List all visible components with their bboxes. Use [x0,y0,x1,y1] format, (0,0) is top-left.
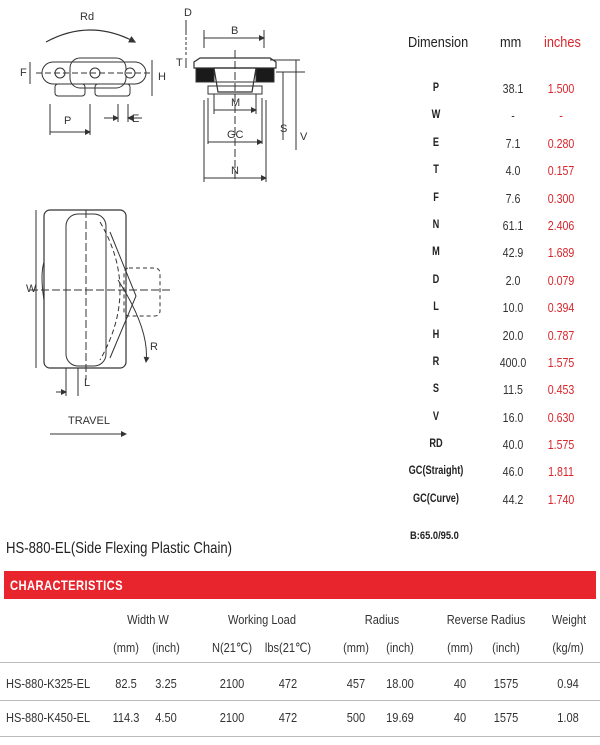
dimension-inch-value: 0.630 [547,410,575,425]
label-w: W [26,283,37,295]
characteristics-bar [4,571,596,599]
dimension-symbol: N [432,218,440,231]
weight-cell: 1.08 [557,710,579,725]
dimension-symbol: L [433,301,439,314]
dimension-symbol: R [432,355,440,368]
dimension-row [396,356,596,383]
label-f: F [20,67,27,79]
product-title: HS-880-EL(Side Flexing Plastic Chain) [6,540,233,557]
dimension-header: Dimension [408,34,469,51]
dimension-inch-value: 0.453 [547,383,575,398]
rev-inch-cell: 1575 [493,710,519,725]
chain-top-view [30,210,170,434]
unit-width-mm: (mm) [113,640,139,655]
width-inch-cell: 4.50 [155,710,177,725]
dimension-row [396,109,596,136]
width-inch-cell: 3.25 [155,676,177,691]
label-r: R [150,341,158,353]
label-h: H [158,71,166,83]
col-working-load-header: Working Load [228,612,296,627]
label-t: T [176,57,183,69]
table-divider [0,736,600,737]
load-lbs-cell: 472 [278,676,298,691]
dimension-inch-value: 0.280 [547,136,575,151]
width-mm-cell: 114.3 [112,710,140,725]
rev-mm-cell: 40 [453,710,467,725]
model-cell: HS-880-K450-EL [6,710,91,725]
dimension-inch-value: 0.394 [547,301,575,316]
technical-drawings [0,0,380,460]
dimension-row [396,164,596,191]
dimension-symbol: GC(Curve) [412,492,459,505]
table-divider [0,662,600,663]
b-note: B:65.0/95.0 [410,530,459,542]
dimension-inch-value: 1.811 [548,465,574,480]
dimension-row [396,274,596,301]
dimension-mm-value: 2.0 [505,273,521,288]
col-radius-header: Radius [364,612,400,627]
dimension-inch-value: 0.300 [547,191,575,206]
col-width-header: Width W [127,612,169,627]
label-p: P [64,115,72,127]
radius-inch-cell: 18.00 [386,676,414,691]
col-weight-header: Weight [551,612,587,627]
col-reverse-radius-header: Reverse Radius [446,612,526,627]
dimension-inch-value: 1.575 [547,438,575,453]
label-m: M [231,97,241,109]
dimension-symbol: T [433,164,439,177]
dimension-symbol: V [432,410,440,423]
dimension-inch-value: 2.406 [547,218,575,233]
load-n-cell: 2100 [219,710,245,725]
mm-header: mm [500,34,522,51]
load-lbs-cell: 472 [278,710,298,725]
label-n: N [231,165,239,177]
unit-load-lbs: lbs(21℃) [264,640,312,655]
dimension-inch-value: 1.575 [547,355,575,370]
dimension-row [396,246,596,273]
label-l: L [84,377,91,389]
dimension-row [396,493,596,520]
dimension-symbol: D [432,273,440,286]
inches-header: inches [544,34,581,51]
dimension-mm-value: 11.5 [503,383,523,398]
rd-arc [46,30,135,42]
dimension-symbol: P [432,82,440,94]
radius-inch-cell: 19.69 [386,710,414,725]
unit-radius-mm: (mm) [343,640,369,655]
table-divider [0,700,600,701]
dimension-mm-value: 7.6 [505,191,521,206]
label-b: B [231,25,239,37]
dimension-row [396,192,596,219]
dimension-row [396,301,596,328]
chain-front-view [186,20,305,182]
label-e: E [132,113,140,125]
dimension-row [396,383,596,410]
unit-load-n: N(21℃) [211,640,253,655]
dimension-inch-value: 0.079 [547,273,575,288]
dimension-symbol: F [433,191,439,204]
dimension-mm-value: 42.9 [502,246,524,261]
dimension-row [396,329,596,356]
dimension-inch-value: - [559,109,563,124]
unit-radius-inch: (inch) [386,640,414,655]
dimension-rows [396,82,596,520]
label-d: D [184,7,192,19]
dimension-inch-value: 0.157 [547,164,575,179]
dimension-mm-value: 44.2 [502,492,524,507]
dimension-symbol: M [432,246,440,259]
dimension-row [396,219,596,246]
label-v: V [300,131,308,143]
dimension-symbol: W [431,109,441,122]
unit-rev-inch: (inch) [492,640,520,655]
load-n-cell: 2100 [219,676,245,691]
dimension-row [396,137,596,164]
dimension-symbol: E [432,136,440,149]
dimension-row [396,411,596,438]
dimension-row [396,465,596,492]
dimension-mm-value: 40.0 [502,438,524,453]
radius-mm-cell: 457 [346,676,366,691]
dimension-mm-value: 10.0 [502,301,524,316]
rev-inch-cell: 1575 [493,676,519,691]
dimension-symbol: S [432,383,440,396]
dimension-mm-value: 20.0 [502,328,524,343]
dimension-mm-value: 46.0 [502,465,524,480]
width-mm-cell: 82.5 [115,676,137,691]
dimension-mm-value: 16.0 [502,410,524,425]
dimension-row [396,82,596,109]
dimension-mm-value: 4.0 [505,164,521,179]
characteristics-heading: CHARACTERISTICS [10,577,124,593]
weight-cell: 0.94 [557,676,579,691]
rev-mm-cell: 40 [453,676,467,691]
label-s: S [280,123,288,135]
dimension-symbol: H [432,328,440,341]
dimension-mm-value: - [511,109,515,124]
dimension-inch-value: 0.787 [547,328,575,343]
label-travel: TRAVEL [68,415,110,427]
dimension-mm-value: 7.1 [505,136,521,151]
dimension-row [396,438,596,465]
unit-weight: (kg/m) [552,640,584,655]
dimension-mm-value: 61.1 [502,218,524,233]
dimension-symbol: RD [429,438,443,451]
dimension-mm-value: 38.1 [502,82,524,96]
model-cell: HS-880-K325-EL [6,676,91,691]
dimension-mm-value: 400.0 [499,355,527,370]
label-gc: GC [227,129,244,141]
unit-width-inch: (inch) [152,640,180,655]
label-rd: Rd [80,11,95,23]
radius-mm-cell: 500 [346,710,366,725]
unit-rev-mm: (mm) [447,640,473,655]
dimension-inch-value: 1.740 [547,492,575,507]
dimension-inch-value: 1.500 [547,82,575,96]
dimension-symbol: GC(Straight) [408,465,464,478]
dimension-inch-value: 1.689 [547,246,575,261]
